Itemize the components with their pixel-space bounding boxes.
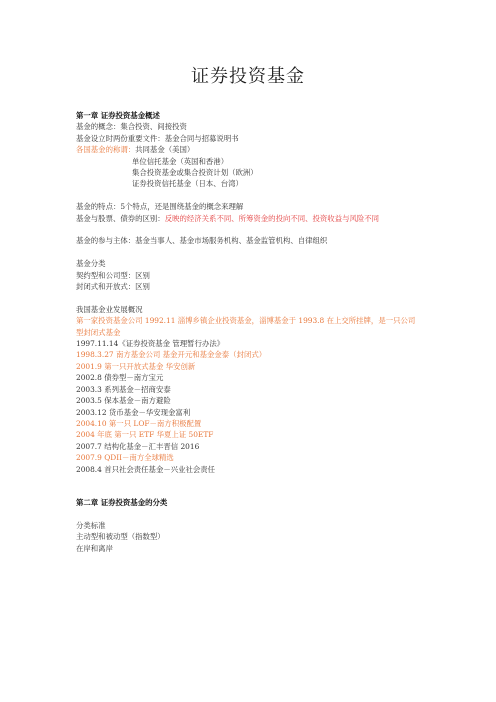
fund-concept-line: 基金的概念：集合投资、间接投资 — [76, 122, 187, 132]
history-event-line: 2008.4 首只社会责任基金－兴业社会责任 — [76, 464, 216, 474]
history-event-list — [76, 338, 421, 475]
fund-documents-line: 基金设立时两份重要文件：基金合同与招募说明书 — [76, 133, 239, 143]
fund-name-us: 共同基金（美国） — [135, 145, 195, 155]
history-event-line: 1997.11.14《证券投资基金 管理暂行办法》 — [76, 339, 225, 349]
fund-classification-contract: 契约型和公司型：区别 — [76, 270, 150, 280]
history-event-line: 2007.9 QDII－南方全球精选 — [76, 453, 174, 463]
chapter-2-heading: 第二章 证券投资基金的分类 — [76, 497, 168, 507]
fund-name-japan-taiwan: 证券投资信托基金（日本、台湾） — [132, 179, 243, 189]
chapter-2-line: 分类标准 — [76, 520, 106, 530]
fund-difference-line — [76, 213, 421, 224]
fund-name-uk-hk: 单位信托基金（英国和香港） — [132, 156, 229, 166]
chapter-1-heading: 第一章 证券投资基金概述 — [76, 111, 160, 120]
history-title: 我国基金业发展概况 — [76, 304, 143, 314]
document-title: 证券投资基金 — [191, 66, 305, 87]
fund-participants-line: 基金的参与主体：基金当事人、基金市场服务机构、基金监管机构、自律组织 — [76, 236, 328, 246]
fund-names-label: 各国基金的称谓： — [76, 145, 136, 155]
document-body — [76, 110, 421, 554]
chapter-2-line: 在岸和离岸 — [76, 543, 113, 553]
history-event-line: 2004 年底 第一只 ETF 华夏上证 50ETF — [76, 430, 214, 440]
history-event-line: 2002.8 债券型－南方宝元 — [76, 373, 164, 383]
fund-features-line: 基金的特点：5个特点，还是围绕基金的概念来理解 — [76, 202, 244, 212]
history-event-line: 2001.9 第一只开放式基金 华安创新 — [76, 361, 196, 371]
fund-classification-open-closed: 封闭式和开放式：区别 — [76, 282, 150, 292]
history-event-line: 1998.3.27 南方基金公司 基金开元和基金金泰（封闭式） — [76, 350, 267, 360]
fund-difference-label: 基金与股票、债券的区别： — [76, 213, 165, 223]
fund-difference-value: 反映的经济关系不同、所筹资金的投向不同、投资收益与风险不同 — [164, 213, 380, 223]
history-event-line: 2007.7 结构化基金－汇丰晋信 2016 — [76, 441, 200, 451]
fund-classification-title: 基金分类 — [76, 259, 106, 269]
history-event-line: 2004.10 第一只 LOF－南方积极配置 — [76, 418, 202, 428]
fund-name-europe: 集合投资基金或集合投资计划（欧洲） — [132, 168, 258, 178]
chapter-2-line: 主动型和被动型（指数型） — [76, 532, 165, 542]
chapter-2-lines — [76, 520, 421, 554]
history-event-line: 2003.5 保本基金－南方避险 — [76, 396, 171, 406]
fund-names-line — [76, 144, 421, 155]
history-event-line: 2003.12 货币基金－华安现金富利 — [76, 407, 191, 417]
history-event-line: 2003.3 系列基金－招商安泰 — [76, 384, 171, 394]
history-first-fund: 第一家投资基金公司 1992.11 淄博乡镇企业投资基金，淄博基金于 1993.8 在上交所挂牌，是一只公司型封闭式基金 — [76, 316, 416, 337]
